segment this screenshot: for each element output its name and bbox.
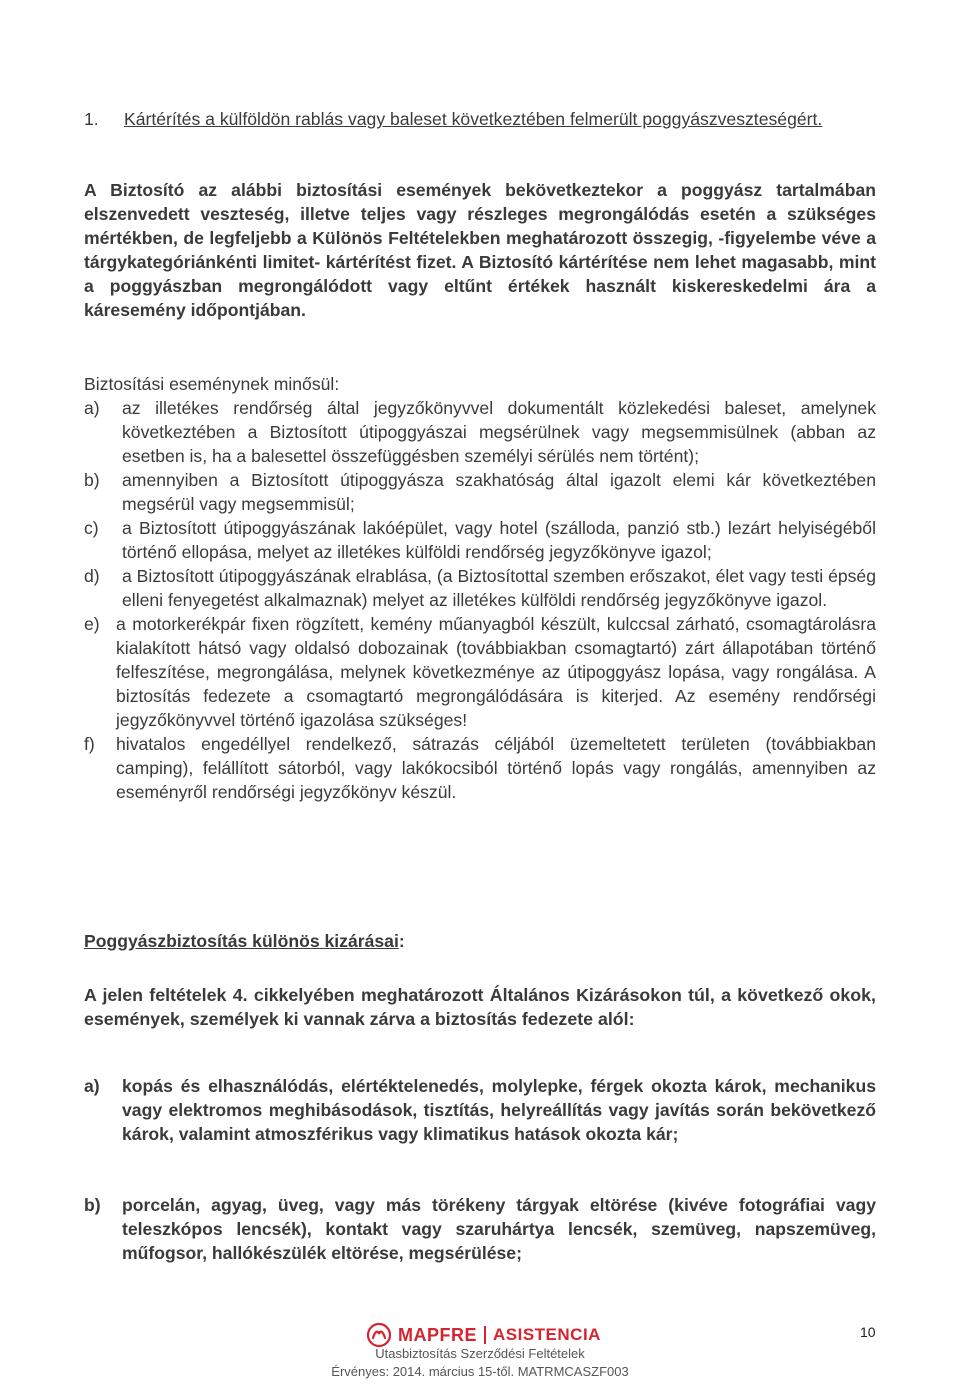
exclusions-title: Poggyászbiztosítás különös kizárásai <box>84 931 399 951</box>
exclusions-title-colon: : <box>398 931 405 951</box>
events-list <box>84 396 876 804</box>
item-label: c) <box>84 518 99 538</box>
item-text: a Biztosított útipoggyászának lakóépület, vagy hotel (szálloda, panzió stb.) lezárt helyiségéből történő ellopása, melyet az illetékes külföldi rendőrség jegyzőkönyve igazol; <box>122 518 876 562</box>
exclusion-item <box>84 1074 876 1146</box>
page-number: 10 <box>860 1324 876 1340</box>
item-label: b) <box>84 1195 101 1215</box>
item-text: hivatalos engedéllyel rendelkező, sátrazás céljából üzemeltetett területen (továbbiakban camping), felállított sátorból, vagy lakókocsiból történő lopás vagy rongálás, amennyiben az eseményről rendőrségi jegyzőkönyv készül. <box>116 734 876 802</box>
main-paragraph <box>84 178 876 322</box>
item-text: a motorkerékpár fixen rögzített, kemény műanyagból készült, kulccsal zárható, csomagtárolásra kialakított hátsó vagy oldalsó dobozainak (továbbiakban csomagtartó) zárt állapotában történő felfeszítése, megrongálása, melynek következménye az útipoggyász lopása, vagy rongálása. A biztosítás fedezete a csomagtartó megrongálódására is kiterjed. Az esemény rendőrségi jegyzőkönyvvel történő igazolása szükséges! <box>116 614 876 730</box>
item-text: porcelán, agyag, üveg, vagy más törékeny tárgyak eltörése (kivéve fotográfiai vagy teleszkópos lencsék), kontakt vagy szaruhártya lencsék, szemüveg, napszemüveg, műfogsor, hallókészülék eltörése, megsérülése; <box>122 1195 876 1263</box>
list-item <box>84 564 876 612</box>
list-item <box>84 1193 876 1265</box>
exclusions-intro: A jelen feltételek 4. cikkelyében meghatározott Általános Kizárásokon túl, a következő okok, események, személyek ki vannak zárva a biztosítás fedezete alól: <box>84 985 876 1029</box>
main-paragraph-part1: A Biztosító az alábbi biztosítási események bekövetkeztekor a poggyász tartalmában elszenvedett veszteség, illetve teljes vagy részleges megrongálódás esetén a szükséges mértékben, de legfeljebb a Különös Feltételekben meghatározott összegig, -figyelembe véve a tárgykategóriánkénti limitet- kártérítést fizet. <box>84 180 876 272</box>
item-label: e) <box>84 614 100 634</box>
list-item <box>84 1074 876 1146</box>
item-text: az illetékes rendőrség által jegyzőkönyvvel dokumentált közlekedési baleset, amelynek következtében a Biztosított útipoggyászai megsérülnek vagy megsemmisülnek (abban az esetben is, ha a balesettel összefüggésben személyi sérülés nem történt); <box>122 398 876 466</box>
item-label: a) <box>84 398 100 418</box>
exclusion-item <box>84 1193 876 1265</box>
list-item <box>84 468 876 516</box>
list-item <box>84 516 876 564</box>
section-number: 1. <box>84 109 99 129</box>
footer-document-title: Utasbiztosítás Szerződési Feltételek <box>375 1346 585 1361</box>
item-text: amennyiben a Biztosított útipoggyásza szakhatóság által igazolt elemi kár következtében megsérül vagy megsemmisül; <box>122 470 876 514</box>
footer-logo <box>366 1322 601 1348</box>
exclusions-heading <box>84 929 405 953</box>
item-label: f) <box>84 734 95 754</box>
brand-mapfre: MAPFRE <box>398 1324 477 1345</box>
section-title: Kártérítés a külföldön rablás vagy baleset következtében felmerült poggyászveszteségért. <box>124 109 823 129</box>
item-label: d) <box>84 566 100 586</box>
footer-validity: Érvényes: 2014. március 15-től. MATRMCASZF003 <box>331 1364 629 1379</box>
mapfre-logo-icon <box>366 1322 392 1348</box>
item-text: a Biztosított útipoggyászának elrablása, (a Biztosítottal szemben erőszakot, élet vagy testi épség elleni fenyegetést alkalmaznak) melyet az illetékes külföldi rendőrség jegyzőkönyve igazol. <box>122 566 877 610</box>
item-label: a) <box>84 1076 100 1096</box>
main-paragraph-part2: A Biztosító kártérítése nem lehet magasabb, mint a poggyászban megrongálódott vagy eltűnt értékek használt kiskereskedelmi ára a káresemény időpontjában. <box>84 252 876 320</box>
item-text: kopás és elhasználódás, elértéktelenedés, molylepke, férgek okozta károk, mechanikus vagy elektromos meghibásodások, tisztítás, helyreállítás vagy javítás során bekövetkező károk, valamint atmoszférikus vagy klimatikus hatások okozta kár; <box>122 1076 876 1144</box>
section-heading <box>84 107 876 131</box>
item-label: b) <box>84 470 100 490</box>
list-item <box>84 732 876 804</box>
events-intro: Biztosítási eseménynek minősül: <box>84 374 340 394</box>
brand-separator <box>484 1326 486 1344</box>
brand-asistencia: ASISTENCIA <box>493 1325 601 1344</box>
list-item <box>84 396 876 468</box>
list-item <box>84 612 876 732</box>
